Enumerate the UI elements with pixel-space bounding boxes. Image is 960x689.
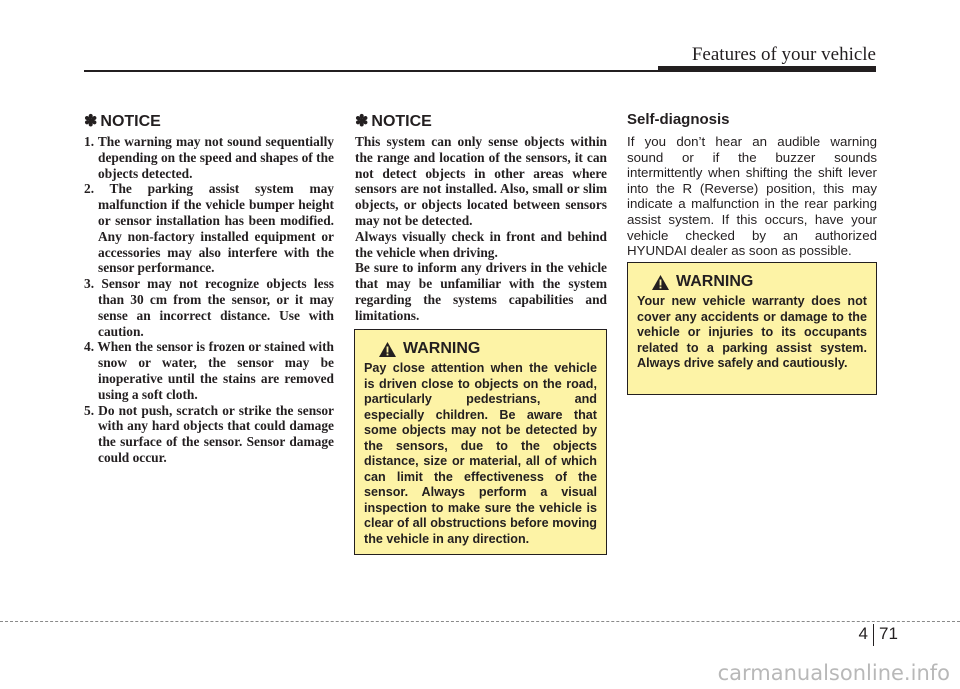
warning-title: WARNING — [378, 340, 597, 358]
section-heading: Self-diagnosis — [627, 111, 730, 128]
notice-item: 1. The warning may not sound sequentially depending on the speed and shapes of the objects detected. — [84, 134, 334, 181]
chapter-number: 4 — [858, 624, 868, 643]
warning-triangle-icon — [651, 274, 670, 291]
notice-middle-section — [355, 111, 607, 324]
header-rule-accent — [658, 66, 876, 72]
notice-left-list — [84, 134, 334, 466]
notice-item: 5. Do not push, scratch or strike the sensor with any hard objects that could damage the surface of the sensor. Sensor damage could occur. — [84, 402, 334, 465]
footer-rule — [0, 621, 960, 623]
warning-triangle-icon — [378, 341, 397, 358]
notice-item: 3. Sensor may not recognize objects less than 30 cm from the sensor, or it may sense an incorrect distance. Use with caution. — [84, 276, 334, 339]
warning-title: WARNING — [651, 273, 867, 291]
notice-paragraph: This system can only sense objects within the range and location of the sensors, it can not detect objects in other areas where sensors are not installed. Also, small or slim objects, or objects located between sensors may not be detected. — [355, 134, 607, 228]
page-header-title: Features of your vehicle — [691, 44, 876, 65]
notice-left-heading: ✽ NOTICE — [84, 113, 161, 130]
notice-item: 2. The parking assist system may malfunction if the vehicle bumper height or sensor installation has been modified. Any non-factory installed equipment or accessories may also interfere with the sensor performance. — [84, 181, 334, 276]
self-diagnosis-text: If you don’t hear an audible warning sound or if the buzzer sounds intermittently when shifting the shift lever into the R (Reverse) position, this may indicate a malfunction in the rear parking assist system. If this occurs, have your vehicle checked by an authorized HYUNDAI dealer as soon as possible. — [627, 134, 877, 259]
notice-mark-icon: ✽ — [355, 113, 369, 130]
warning-box-warranty — [627, 262, 877, 395]
notice-item: 4. When the sensor is frozen or stained with snow or water, the sensor may be inoperative until the stains are removed using a soft cloth. — [84, 339, 334, 402]
self-diagnosis-section — [627, 111, 877, 259]
warning-text: Pay close attention when the vehicle is driven close to objects on the road, particularly pedestrians, and especially children. Be aware that some objects may not be detected by the sensors, due to the objects distance, size or material, all of which can limit the effectiveness of the sensor. Always perform a visual inspection to make sure the vehicle is clear of all obstructions before moving the vehicle in any direction. — [364, 361, 597, 546]
notice-middle-heading: ✽ NOTICE — [355, 113, 432, 130]
notice-paragraph: Always visually check in front and behind the vehicle when driving. — [355, 228, 607, 260]
notice-paragraph: Be sure to inform any drivers in the vehicle that may be unfamiliar with the system regarding the systems capabilities and limitations. — [355, 260, 607, 323]
notice-mark-icon: ✽ — [84, 113, 98, 130]
page-number-divider — [873, 624, 874, 646]
page-number: 71 — [879, 624, 898, 643]
notice-left-section — [84, 111, 334, 466]
watermark: carmanualsonline.info — [717, 661, 950, 685]
warning-box-pedestrians — [354, 329, 607, 555]
warning-text: Your new vehicle warranty does not cover any accidents or damage to the vehicle or injuries to its occupants related to a parking assist system. Always drive safely and cautiously. — [637, 294, 867, 370]
